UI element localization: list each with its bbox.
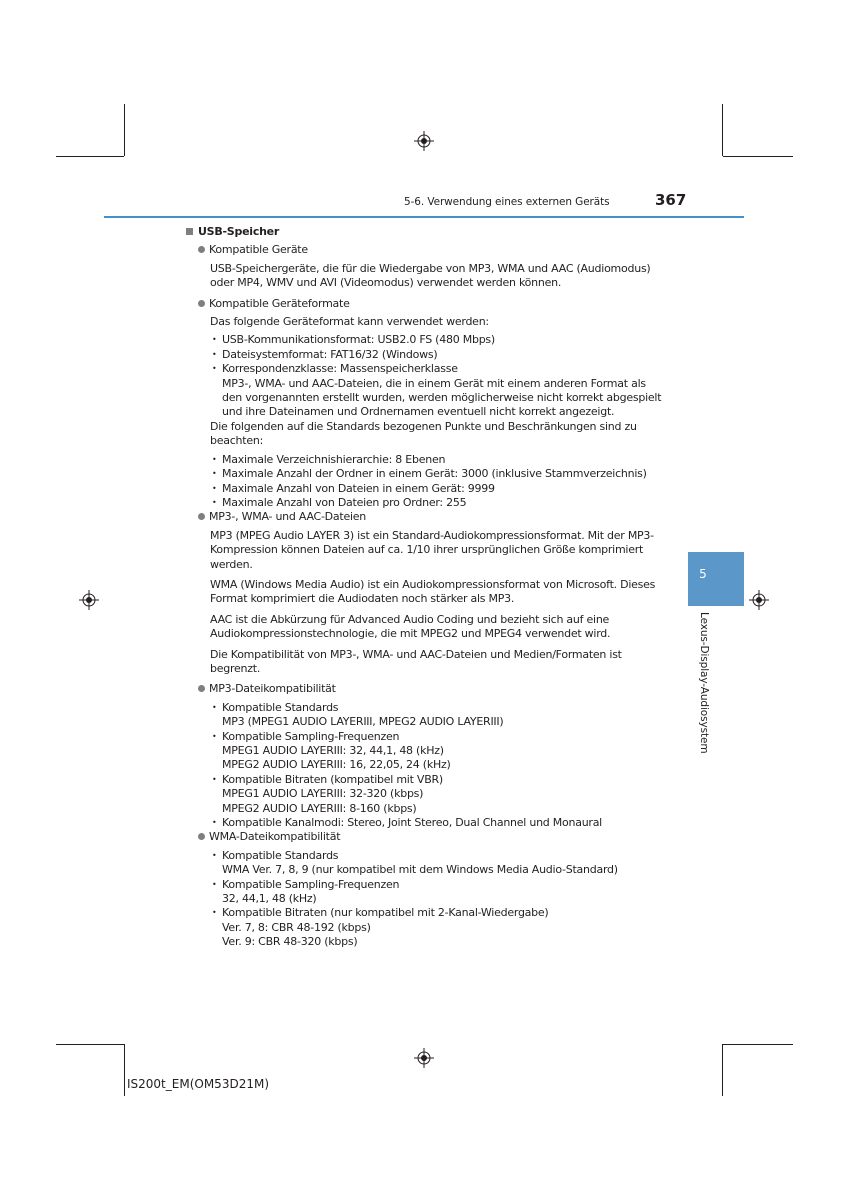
chapter-title: Lexus-Display-Audiosystem — [698, 612, 710, 754]
list-item: • USB-Kommunikationsformat: USB2.0 FS (480 Mbps) — [210, 333, 662, 347]
list-item: • Maximale Anzahl von Dateien in einem Gerät: 9999 — [210, 482, 662, 496]
paragraph: AAC ist die Abkürzung für Advanced Audio Coding und bezieht sich auf eine Audiokompressionstechnologie, die mit MPEG2 und MPEG4 verwendet wird. — [210, 612, 611, 641]
list-item: • Kompatible Bitraten (kompatibel mit VBR) MPEG1 AUDIO LAYERIII: 32-320 (kbps) MPEG2 AUDIO LAYERIII: 8-160 (kbps) — [210, 773, 662, 816]
list-item: • Kompatible Bitraten (nur kompatibel mit 2-Kanal-Wiedergabe) Ver. 7, 8: CBR 48-192 (kbps) Ver. 9: CBR 48-320 (kbps) — [210, 906, 662, 949]
circle-bullet-icon — [198, 246, 205, 253]
paragraph: Die Kompatibilität von MP3-, WMA- und AAC-Dateien und Medien/Formaten ist begrenzt. — [210, 647, 622, 675]
registration-mark-icon — [79, 590, 99, 610]
limit-list — [210, 453, 662, 511]
crop-mark — [56, 156, 124, 157]
circle-bullet-icon — [198, 833, 205, 840]
list-item: • Korrespondenzklasse: Massenspeicherklasse MP3-, WMA- und AAC-Dateien, die in einem Gerät mit einem anderen Format als den vorgenannten erstellt wurden, werden möglicherweise nicht korrekt abgespielt und ihre Dateinamen und Ordnernamen eventuell nicht korrekt angezeigt. — [210, 362, 662, 420]
mp3-compat-list — [210, 701, 662, 831]
subheading: Kompatible Geräte — [198, 243, 662, 257]
circle-bullet-icon — [198, 300, 205, 307]
subheading: Kompatible Geräteformate — [198, 297, 662, 311]
paragraph: WMA (Windows Media Audio) ist ein Audiokompressionsformat von Microsoft. Dieses Format komprimiert die Audiodaten noch stärker als MP3. — [210, 577, 656, 606]
registration-mark-icon — [414, 131, 434, 151]
crop-mark — [722, 1044, 723, 1096]
list-item: • Maximale Anzahl der Ordner in einem Gerät: 3000 (inklusive Stammverzeichnis) — [210, 467, 662, 481]
paragraph: Das folgende Geräteformat kann verwendet werden: — [210, 315, 489, 329]
chapter-number: 5 — [699, 567, 707, 581]
crop-mark — [723, 156, 793, 157]
section-heading: USB-Speicher — [186, 225, 662, 239]
paragraph: USB-Speichergeräte, die für die Wiedergabe von MP3, WMA und AAC (Audiomodus) oder MP4, WMV und AVI (Videomodus) verwendet werden können. — [210, 261, 651, 290]
crop-mark — [56, 1044, 124, 1045]
chapter-tab — [688, 552, 744, 606]
main-content — [186, 225, 662, 950]
paragraph: MP3 (MPEG Audio LAYER 3) ist ein Standard-Audiokompressionsformat. Mit der MP3-Kompression können Dateien auf ca. 1/10 ihrer ursprünglichen Größe komprimiert werden. — [210, 528, 654, 571]
section-title: 5-6. Verwendung eines externen Geräts — [404, 196, 610, 208]
list-item: • Kompatible Sampling-Frequenzen 32, 44,1, 48 (kHz) — [210, 878, 662, 907]
header-rule — [104, 216, 744, 218]
crop-mark — [124, 104, 125, 156]
subheading: MP3-Dateikompatibilität — [198, 682, 662, 696]
crop-mark — [722, 104, 723, 156]
square-bullet-icon — [186, 228, 193, 235]
document-code: IS200t_EM(OM53D21M) — [127, 1077, 269, 1091]
subheading: WMA-Dateikompatibilität — [198, 830, 662, 844]
list-item: • Kompatible Kanalmodi: Stereo, Joint Stereo, Dual Channel und Monaural — [210, 816, 662, 830]
list-item: • Kompatible Sampling-Frequenzen MPEG1 AUDIO LAYERIII: 32, 44,1, 48 (kHz) MPEG2 AUDIO LAYERIII: 16, 22,05, 24 (kHz) — [210, 730, 662, 773]
list-item: • Kompatible Standards WMA Ver. 7, 8, 9 (nur kompatibel mit dem Windows Media Audio-Standard) — [210, 849, 662, 878]
registration-mark-icon — [749, 590, 769, 610]
circle-bullet-icon — [198, 685, 205, 692]
crop-mark — [124, 1044, 125, 1096]
crop-mark — [723, 1044, 793, 1045]
list-note: MP3-, WMA- und AAC-Dateien, die in einem Gerät mit einem anderen Format als den vorgenannten erstellt wurden, werden möglicherweise nicht korrekt abgespielt und ihre Dateinamen und Ordnernamen eventuell nicht korrekt angezeigt. — [222, 376, 662, 419]
subheading: MP3-, WMA- und AAC-Dateien — [198, 510, 662, 524]
list-item: • Maximale Anzahl von Dateien pro Ordner: 255 — [210, 496, 662, 510]
wma-compat-list — [210, 849, 662, 950]
format-list — [210, 333, 662, 419]
list-item: • Maximale Verzeichnishierarchie: 8 Ebenen — [210, 453, 662, 467]
page-number: 367 — [655, 191, 687, 209]
registration-mark-icon — [414, 1048, 434, 1068]
list-item: • Kompatible Standards MP3 (MPEG1 AUDIO LAYERIII, MPEG2 AUDIO LAYERIII) — [210, 701, 662, 730]
list-item: • Dateisystemformat: FAT16/32 (Windows) — [210, 348, 662, 362]
circle-bullet-icon — [198, 513, 205, 520]
paragraph: Die folgenden auf die Standards bezogenen Punkte und Beschränkungen sind zu beachten: — [210, 419, 637, 448]
